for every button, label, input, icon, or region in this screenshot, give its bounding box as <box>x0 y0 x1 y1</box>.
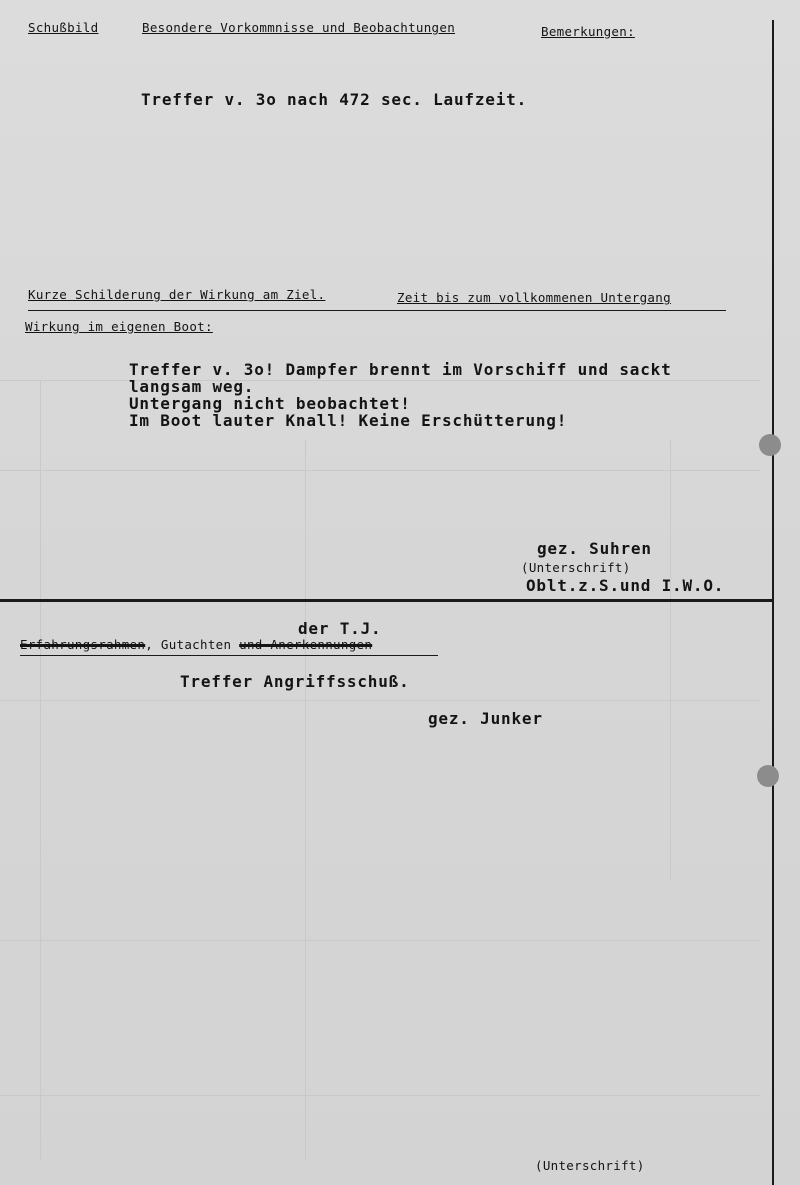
gutachten-label: , Gutachten <box>145 637 232 652</box>
effect-line: Untergang nicht beobachtet! <box>129 394 411 413</box>
signature-suhren: gez. Suhren <box>537 539 652 558</box>
heading-underline <box>28 310 726 311</box>
punch-hole-lower <box>757 765 779 787</box>
footer-signature-caption: (Unterschrift) <box>535 1158 645 1173</box>
observation-text: Treffer v. 3o nach 472 sec. Laufzeit. <box>141 90 528 109</box>
section-divider <box>0 599 772 602</box>
effect-description <box>129 361 672 429</box>
section2-heading <box>20 637 372 652</box>
section2-underline <box>20 655 438 656</box>
struck-anerkennungen: und Anerkennungen <box>239 637 373 652</box>
effect-line: langsam weg. <box>129 377 255 396</box>
header-schussbild: Schußbild <box>28 20 99 35</box>
header-vorkommnisse: Besondere Vorkommnisse und Beobachtungen <box>142 20 456 35</box>
heading-target-effect: Kurze Schilderung der Wirkung am Ziel. <box>28 287 326 302</box>
assessment-text: Treffer Angriffsschuß. <box>180 672 410 691</box>
tj-label: der T.J. <box>298 619 382 638</box>
effect-line: Treffer v. 3o! Dampfer brennt im Vorschiff und sackt <box>129 360 672 379</box>
signature-junker: gez. Junker <box>428 709 543 728</box>
header-bemerkungen: Bemerkungen: <box>541 24 635 39</box>
struck-erfahrungsrahmen: Erfahrungsrahmen <box>20 637 146 652</box>
signature-rank: Oblt.z.S.und I.W.O. <box>526 576 725 595</box>
right-margin-rule <box>772 20 774 1185</box>
heading-sinking-time: Zeit bis zum vollkommenen Untergang <box>397 290 671 305</box>
signature-caption: (Unterschrift) <box>521 560 631 575</box>
heading-own-boat: Wirkung im eigenen Boot: <box>25 319 213 334</box>
punch-hole-upper <box>759 434 781 456</box>
effect-line: Im Boot lauter Knall! Keine Erschütterung! <box>129 411 568 430</box>
